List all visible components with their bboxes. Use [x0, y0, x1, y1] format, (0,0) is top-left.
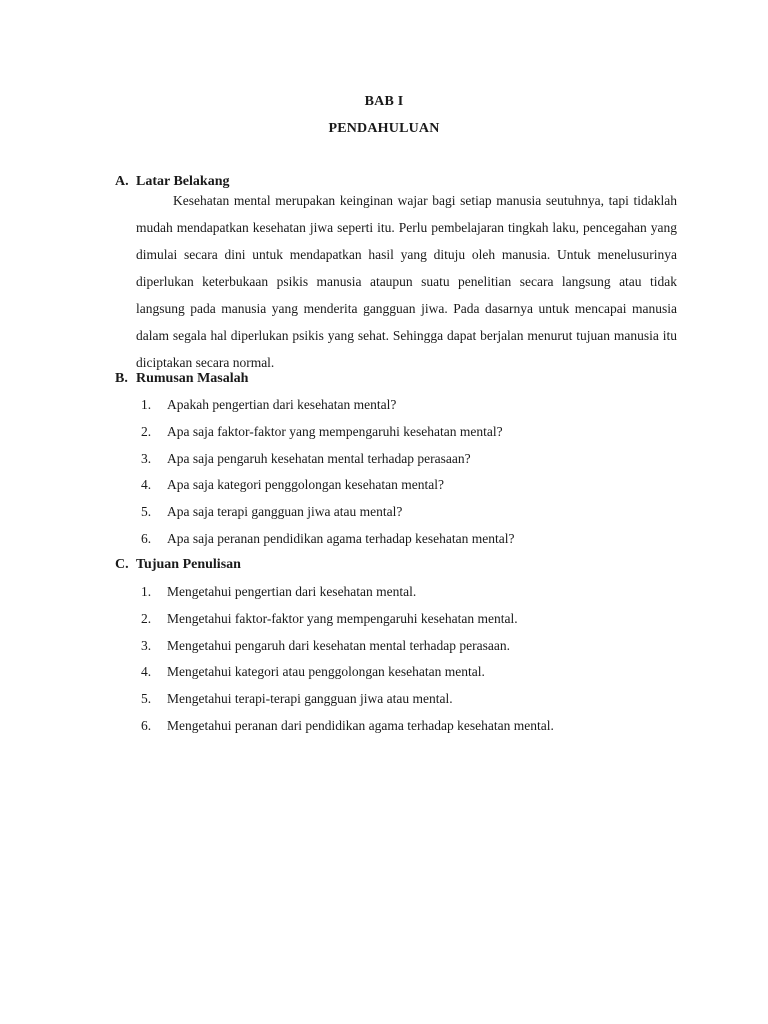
chapter-number: BAB I — [364, 94, 404, 109]
list-text: Apa saja terapi gangguan jiwa atau mental? — [167, 504, 403, 520]
list-item — [136, 686, 554, 713]
list-text: Apa saja pengaruh kesehatan mental terhadap perasaan? — [167, 450, 471, 466]
list-text: Apa saja faktor-faktor yang mempengaruhi kesehatan mental? — [167, 423, 503, 439]
list-text: Mengetahui kategori atau penggolongan kesehatan mental. — [167, 664, 485, 680]
list-item — [136, 579, 554, 606]
list-number: 2. — [141, 423, 152, 439]
list-number: 1. — [141, 397, 152, 412]
list-item — [136, 606, 554, 633]
section-letter: B. — [115, 371, 128, 386]
list-text: Mengetahui pengaruh dari kesehatan mental terhadap perasaan. — [167, 637, 510, 653]
list-item — [136, 526, 514, 553]
list-item — [136, 499, 514, 526]
list-text: Apakah pengertian dari kesehatan mental? — [167, 397, 397, 412]
list-number: 3. — [141, 450, 152, 466]
list-item — [136, 472, 514, 499]
list-number: 4. — [141, 477, 152, 493]
section-title: Latar Belakang — [136, 174, 230, 189]
list-item — [136, 633, 554, 660]
list-item — [136, 392, 514, 419]
list-text: Mengetahui faktor-faktor yang mempengaruhi kesehatan mental. — [167, 610, 518, 626]
list-number: 3. — [141, 637, 152, 653]
problem-list — [136, 392, 514, 553]
section-title: Rumusan Masalah — [136, 371, 249, 386]
list-item — [136, 713, 554, 740]
list-number: 4. — [141, 664, 152, 680]
section-letter: A. — [115, 174, 129, 189]
section-heading-rumusan-masalah — [115, 371, 248, 387]
list-item — [136, 446, 514, 473]
list-number: 1. — [141, 584, 152, 599]
section-heading-tujuan-penulisan — [115, 557, 241, 573]
list-text: Mengetahui peranan dari pendidikan agama terhadap kesehatan mental. — [167, 717, 554, 733]
list-text: Mengetahui pengertian dari kesehatan mental. — [167, 584, 417, 599]
objective-list — [136, 579, 554, 740]
list-number: 5. — [141, 504, 152, 520]
list-text: Apa saja kategori penggolongan kesehatan mental? — [167, 477, 445, 493]
list-number: 6. — [141, 530, 152, 546]
section-title: Tujuan Penulisan — [136, 557, 241, 572]
list-number: 2. — [141, 610, 152, 626]
section-letter: C. — [115, 557, 129, 572]
chapter-title: PENDAHULUAN — [328, 121, 440, 136]
list-item — [136, 659, 554, 686]
list-text: Mengetahui terapi-terapi gangguan jiwa atau mental. — [167, 691, 453, 707]
background-paragraph: Kesehatan mental merupakan keinginan wajar bagi setiap manusia seutuhnya, tapi tidaklah mudah mendapatkan kesehatan jiwa seperti itu. Perlu pembelajaran tingkah laku, pencegahan yang dimulai secara dini untuk mendapatkan hasil yang dituju oleh manusia. Untuk menelusurinya diperlukan keterbukaan psikis manusia ataupun suatu penelitian secara langsung atau tidak langsung pada manusia yang menderita gangguan jiwa. Pada dasarnya untuk mencapai manusia dalam segala hal diperlukan psikis yang sehat. Sehingga dapat berjalan menurut tujuan manusia itu diciptakan secara normal. — [136, 193, 677, 370]
list-number: 5. — [141, 691, 152, 707]
list-number: 6. — [141, 717, 152, 733]
list-text: Apa saja peranan pendidikan agama terhadap kesehatan mental? — [167, 530, 515, 546]
list-item — [136, 419, 514, 446]
